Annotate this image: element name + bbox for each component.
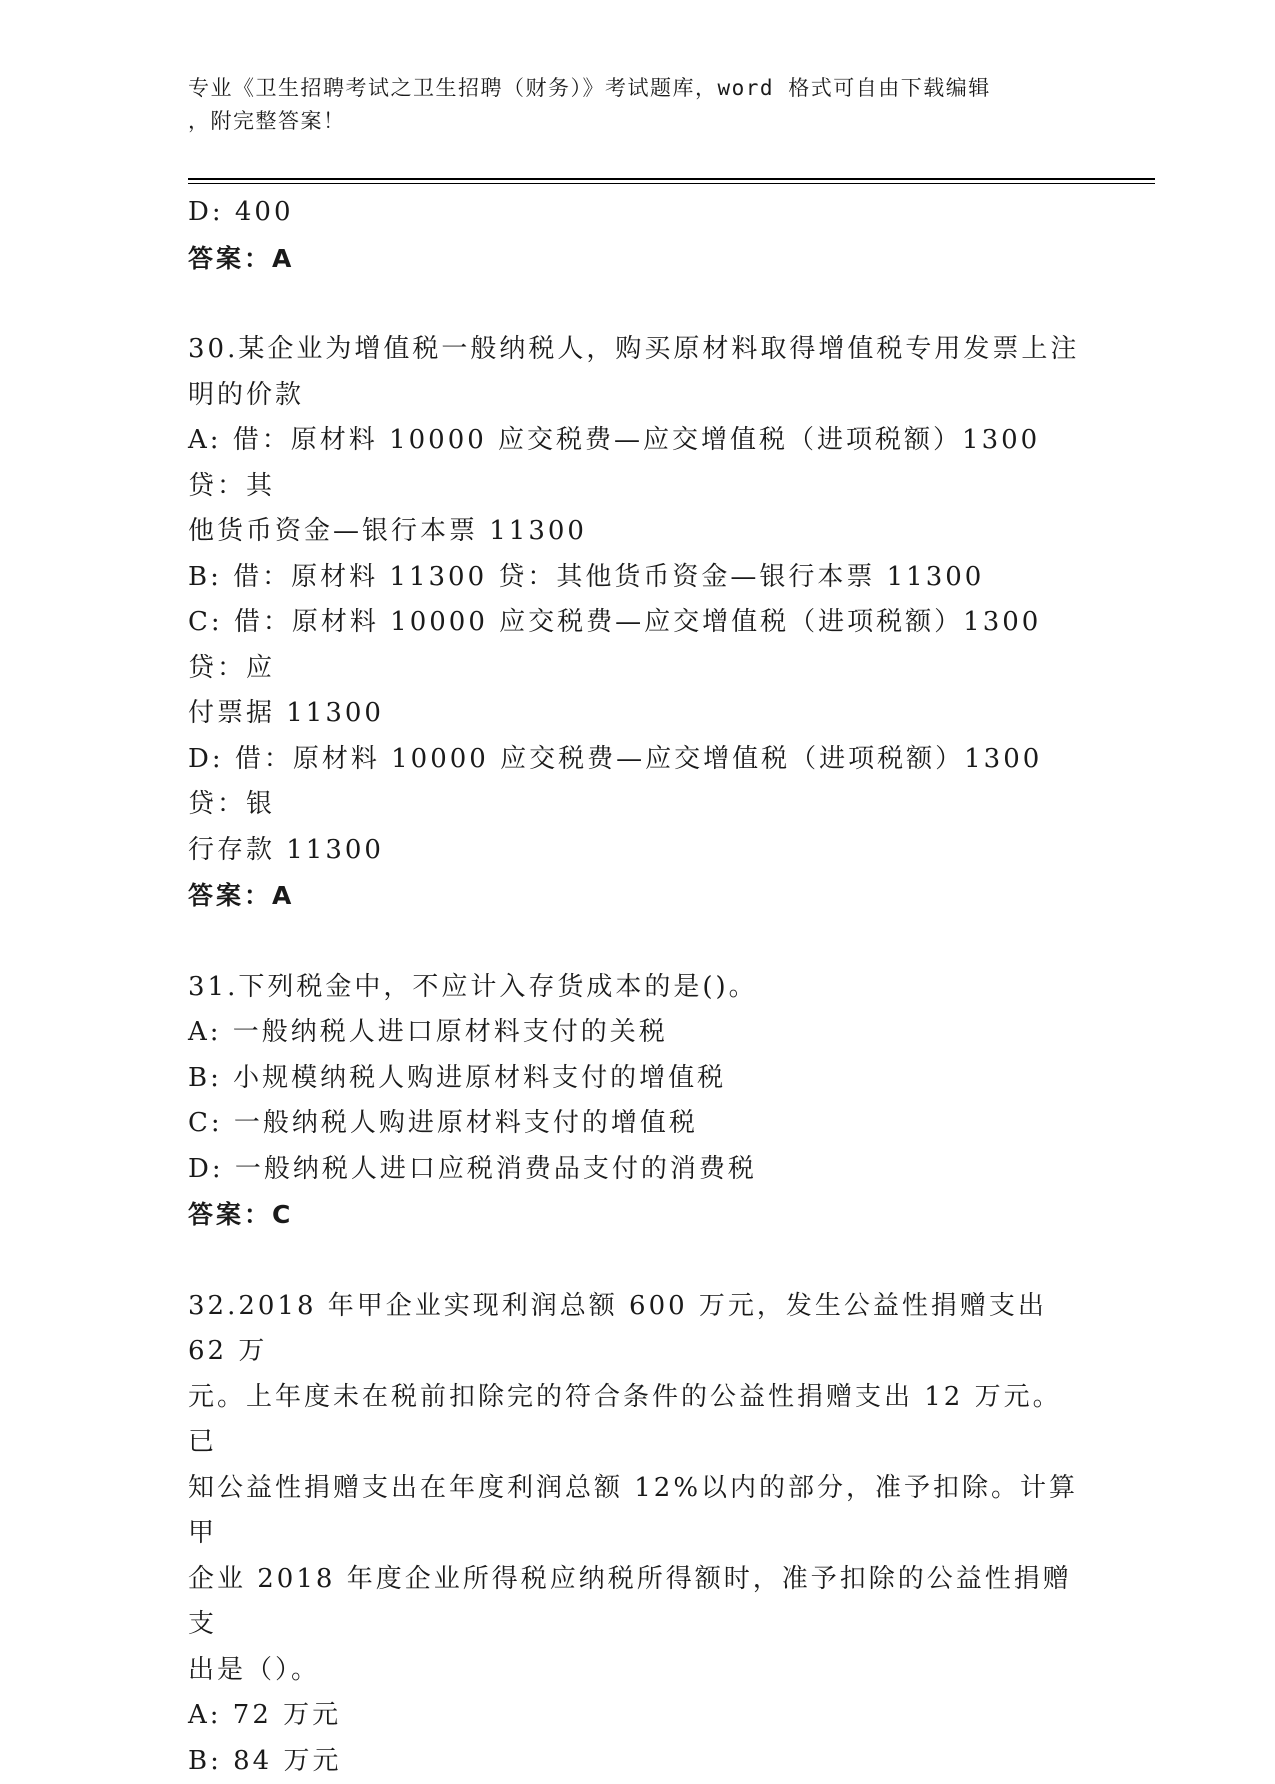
q32-option-b: B: 84 万元 xyxy=(188,1739,1088,1784)
q30-option-a-line-2: 他货币资金—银行本票 11300 xyxy=(188,509,1088,555)
spacer xyxy=(188,919,1088,965)
q32-stem-line-3: 知公益性捐赠支出在年度利润总额 12%以内的部分，准予扣除。计算甲 xyxy=(188,1466,1088,1557)
spacer xyxy=(188,1238,1088,1284)
q31-option-a: A: 一般纳税人进口原材料支付的关税 xyxy=(188,1010,1088,1056)
q31-option-b: B: 小规模纳税人购进原材料支付的增值税 xyxy=(188,1056,1088,1102)
question-30 xyxy=(188,327,1088,919)
q32-stem-line-5: 出是（）。 xyxy=(188,1648,1088,1694)
q30-stem-line-1: 30.某企业为增值税一般纳税人，购买原材料取得增值税专用发票上注 xyxy=(188,327,1088,373)
q29-answer: 答案：A xyxy=(188,236,1088,282)
q30-option-c-line-2: 付票据 11300 xyxy=(188,691,1088,737)
header-line-2: ，附完整答案！ xyxy=(188,105,1068,138)
q30-answer: 答案：A xyxy=(188,873,1088,919)
q31-stem: 31.下列税金中，不应计入存货成本的是()。 xyxy=(188,965,1088,1011)
q30-option-b: B: 借：原材料 11300 贷：其他货币资金—银行本票 11300 xyxy=(188,555,1088,601)
q30-option-c-line-1: C: 借：原材料 10000 应交税费—应交增值税（进项税额）1300 贷：应 xyxy=(188,600,1088,691)
q31-answer: 答案：C xyxy=(188,1192,1088,1238)
q29-option-d: D: 400 xyxy=(188,190,1088,236)
question-31 xyxy=(188,965,1088,1238)
q30-option-a-line-1: A: 借：原材料 10000 应交税费—应交增值税（进项税额）1300 贷：其 xyxy=(188,418,1088,509)
q32-stem-line-1: 32.2018 年甲企业实现利润总额 600 万元，发生公益性捐赠支出 62 万 xyxy=(188,1284,1088,1375)
document-header xyxy=(188,72,1068,138)
q32-stem-line-4: 企业 2018 年度企业所得税应纳税所得额时，准予扣除的公益性捐赠支 xyxy=(188,1557,1088,1648)
q30-option-d-line-2: 行存款 11300 xyxy=(188,828,1088,874)
q30-option-d-line-1: D: 借：原材料 10000 应交税费—应交增值税（进项税额）1300 贷：银 xyxy=(188,737,1088,828)
spacer xyxy=(188,281,1088,327)
q31-option-d: D: 一般纳税人进口应税消费品支付的消费税 xyxy=(188,1147,1088,1193)
question-32 xyxy=(188,1284,1088,1784)
header-line-1: 专业《卫生招聘考试之卫生招聘（财务）》考试题库，word 格式可自由下载编辑 xyxy=(188,72,1068,105)
q30-stem-line-2: 明的价款 xyxy=(188,373,1088,419)
q32-option-a: A: 72 万元 xyxy=(188,1693,1088,1739)
header-rule-thick xyxy=(188,178,1155,180)
header-rule-thin xyxy=(188,183,1155,184)
question-29-tail xyxy=(188,190,1088,281)
q32-stem-line-2: 元。上年度未在税前扣除完的符合条件的公益性捐赠支出 12 万元。已 xyxy=(188,1375,1088,1466)
document-body xyxy=(188,190,1088,1784)
q31-option-c: C: 一般纳税人购进原材料支付的增值税 xyxy=(188,1101,1088,1147)
